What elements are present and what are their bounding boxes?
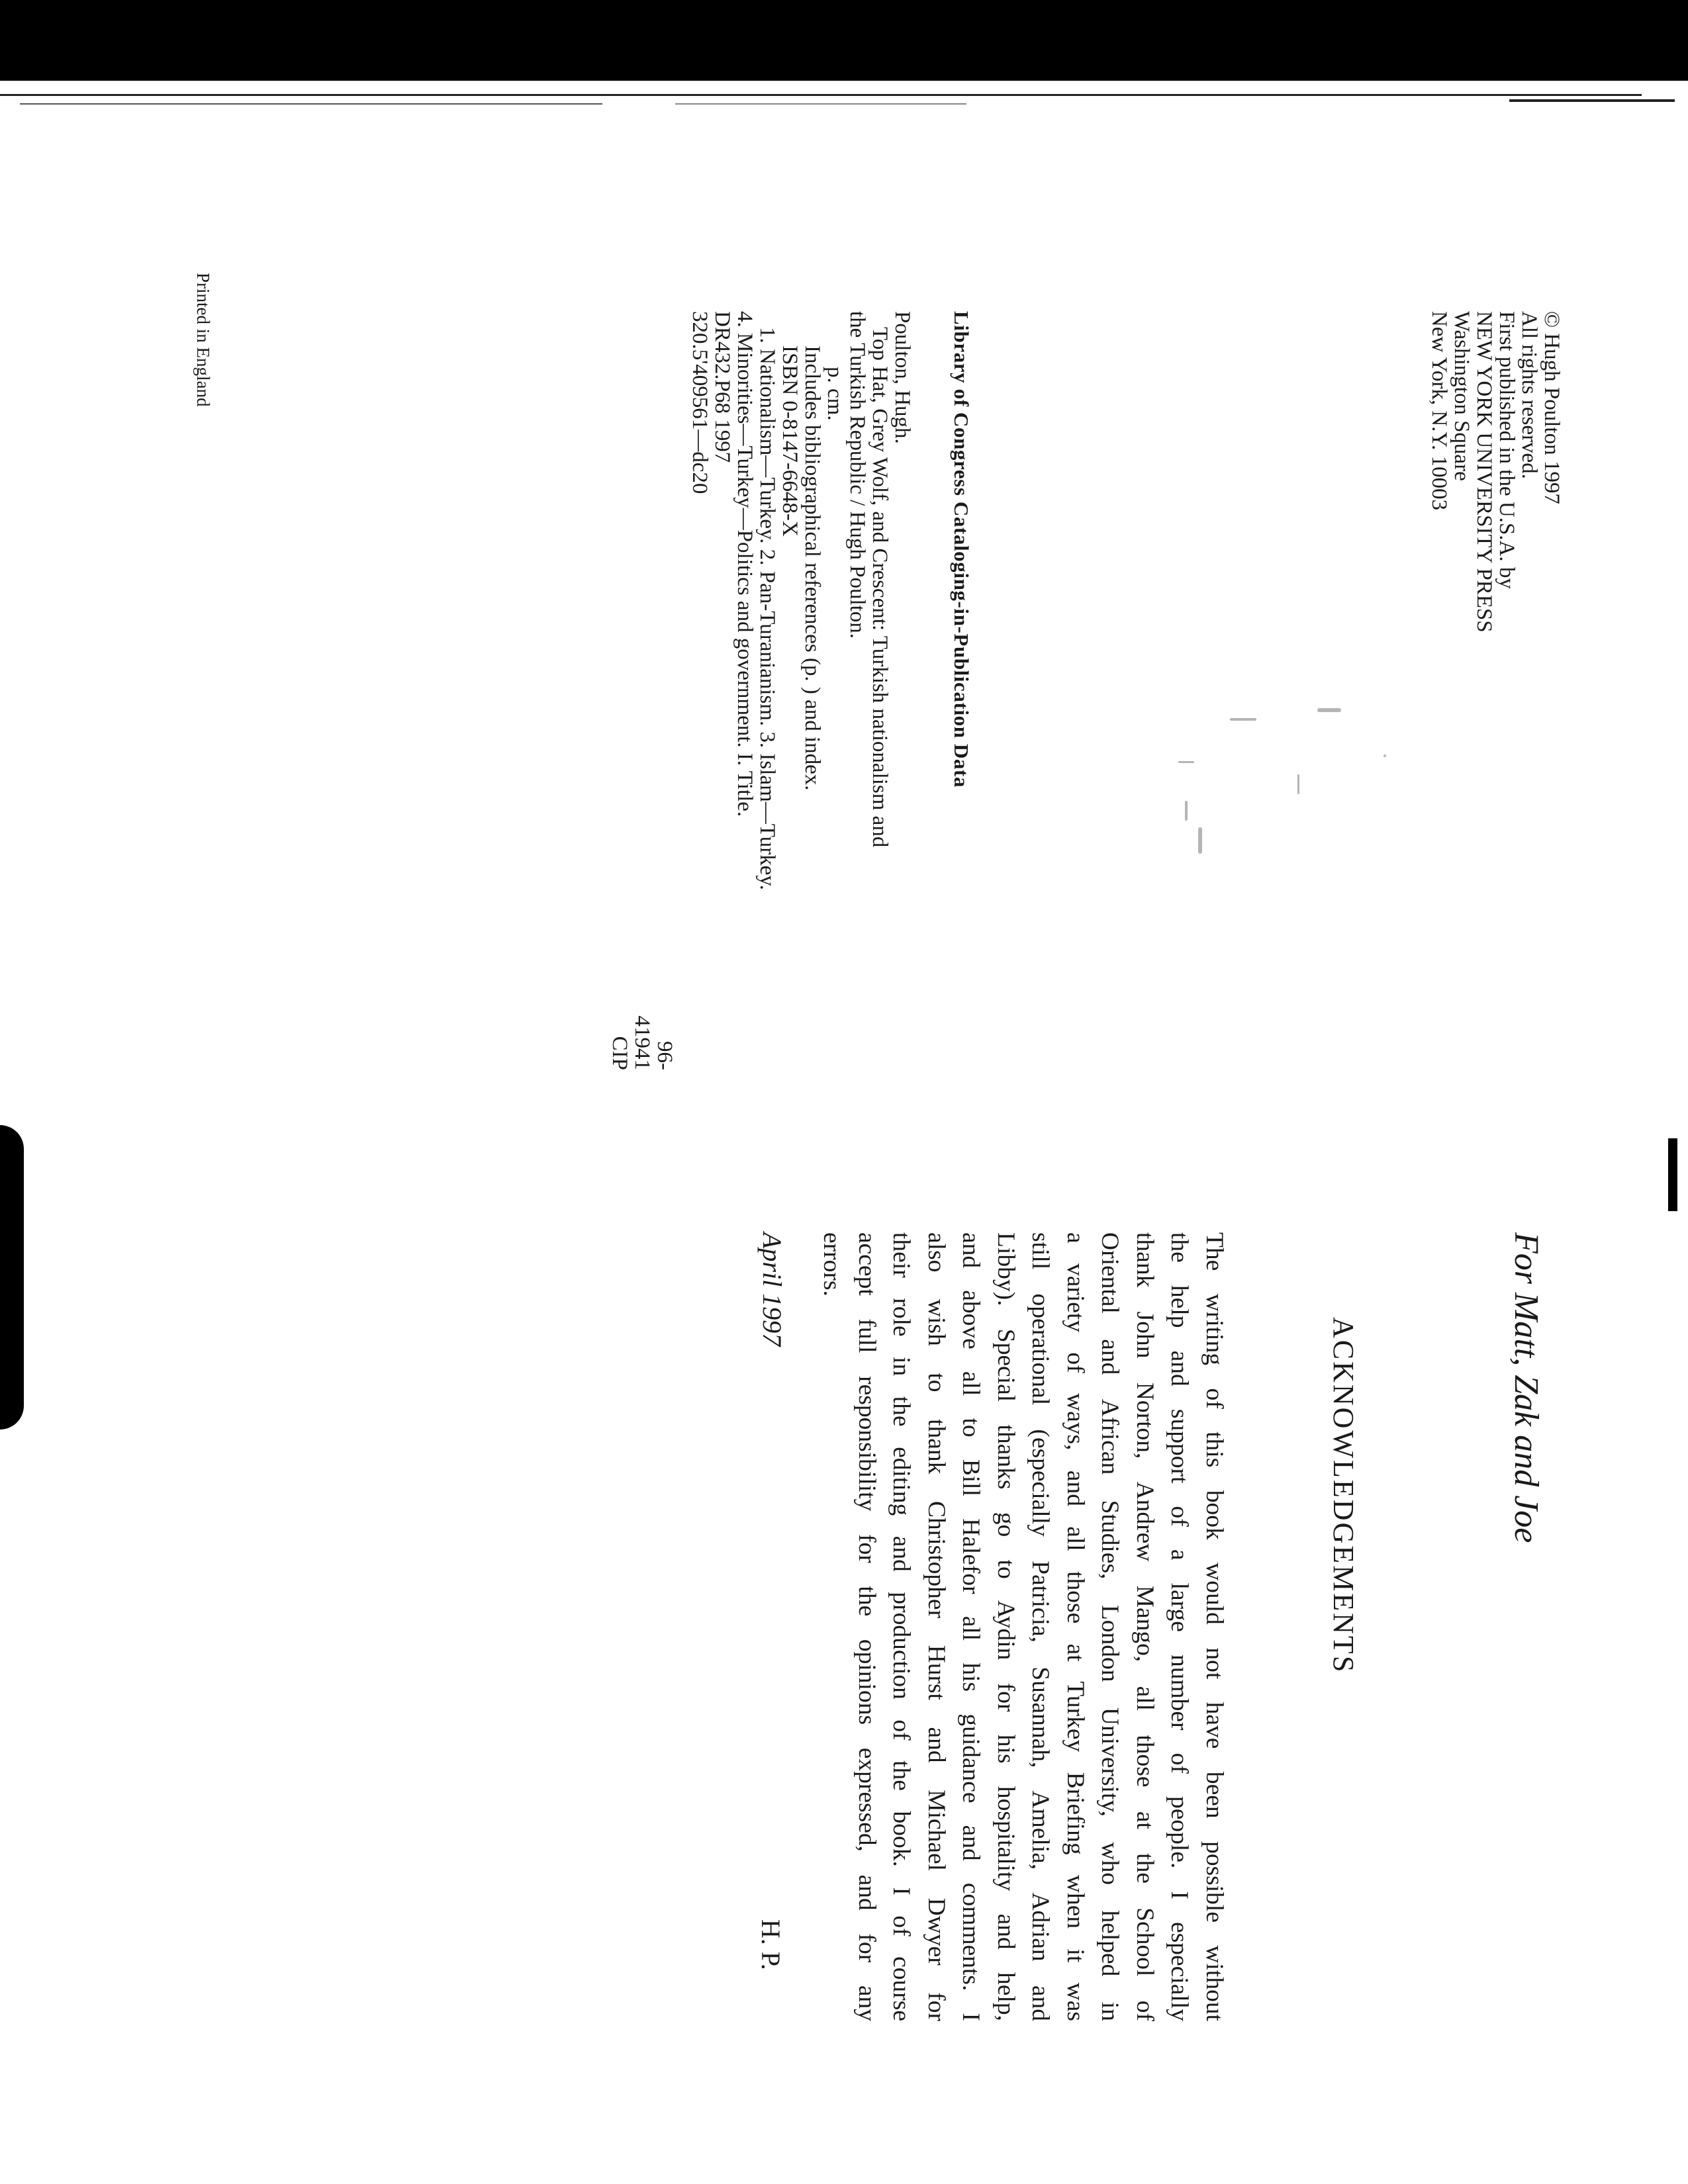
ack-date: April 1997 bbox=[757, 1232, 787, 1347]
cip-book-title-cont: the Turkish Republic / Hugh Poulton. bbox=[845, 311, 869, 639]
copyright-line: Washington Square bbox=[1450, 311, 1474, 481]
cip-book-title: Top Hat, Grey Wolf, and Crescent: Turkish nationalism and bbox=[868, 327, 892, 848]
dedication: For Matt, Zak and Joe bbox=[1507, 1232, 1545, 1543]
copyright-line: New York, N.Y. 10003 bbox=[1427, 311, 1451, 511]
ack-line: still operational (especially Patricia, Susannah, Amelia, Adrian and bbox=[1027, 1232, 1055, 2021]
cip-author: Poulton, Hugh. bbox=[890, 311, 914, 444]
ack-line: also wish to thank Christopher Hurst and Michael Dwyer for bbox=[923, 1232, 950, 2021]
ack-line: Oriental and African Studies, London University, who helped in bbox=[1096, 1232, 1124, 2021]
copyright-line: All rights reserved. bbox=[1517, 311, 1541, 479]
cip-lccn: 96-41941 bbox=[630, 1015, 677, 1070]
cip-record bbox=[688, 311, 914, 1105]
cip-dewey: 320.5'409561—dc20 bbox=[688, 311, 712, 494]
copyright-notice bbox=[1428, 311, 1563, 1171]
copyright-line: First published in the U.S.A. by bbox=[1495, 311, 1519, 589]
ack-line: accept full responsibility for the opinions expressed, and for any bbox=[853, 1232, 880, 2021]
ack-line: errors. bbox=[818, 1232, 846, 1297]
cip-call-number: DR432.P68 1997 bbox=[710, 311, 734, 463]
ack-line: and above all to Bill Halefor all his guidance and comments. I bbox=[957, 1232, 985, 2021]
cip-subjects: 1. Nationalism—Turkey. 2. Pan-Turanianism. 3. Islam—Turkey. bbox=[755, 327, 779, 890]
acknowledgements-body bbox=[814, 1232, 1231, 2021]
copyright-line: © Hugh Poulton 1997 bbox=[1540, 311, 1564, 504]
ack-line: their role in the editing and production of the book. I of course bbox=[888, 1232, 915, 2021]
ack-line: the help and support of a large number of people. I especially bbox=[1166, 1232, 1194, 2021]
ack-initials: H. P. bbox=[756, 1919, 786, 1970]
acknowledgements-heading: ACKNOWLEDGEMENTS bbox=[1327, 1317, 1360, 1674]
cip-mark: CIP bbox=[608, 1036, 632, 1070]
cip-isbn: ISBN 0-8147-6648-X bbox=[778, 345, 802, 537]
cip-lccn-block bbox=[608, 991, 676, 1070]
ack-line: a variety of ways, and all those at Turkey Briefing when it was bbox=[1062, 1232, 1089, 2021]
ack-line: Libby). Special thanks go to Aydin for his hospitality and help, bbox=[992, 1232, 1019, 2021]
ack-line: thank John Norton, Andrew Mango, all those at the School of bbox=[1131, 1232, 1158, 2021]
cip-subjects-cont: 4. Minorities—Turkey—Politics and government. I. Title. bbox=[733, 311, 757, 817]
copyright-line: NEW YORK UNIVERSITY PRESS bbox=[1472, 311, 1496, 633]
ack-line: The writing of this book would not have been possible without bbox=[1201, 1232, 1228, 2021]
cip-pagination: p. cm. bbox=[823, 367, 847, 421]
cip-includes: Includes bibliographical references (p. ) and index. bbox=[800, 345, 824, 791]
cip-heading: Library of Congress Cataloging-in-Publication Data bbox=[950, 311, 973, 788]
printed-in: Printed in England bbox=[193, 273, 213, 407]
